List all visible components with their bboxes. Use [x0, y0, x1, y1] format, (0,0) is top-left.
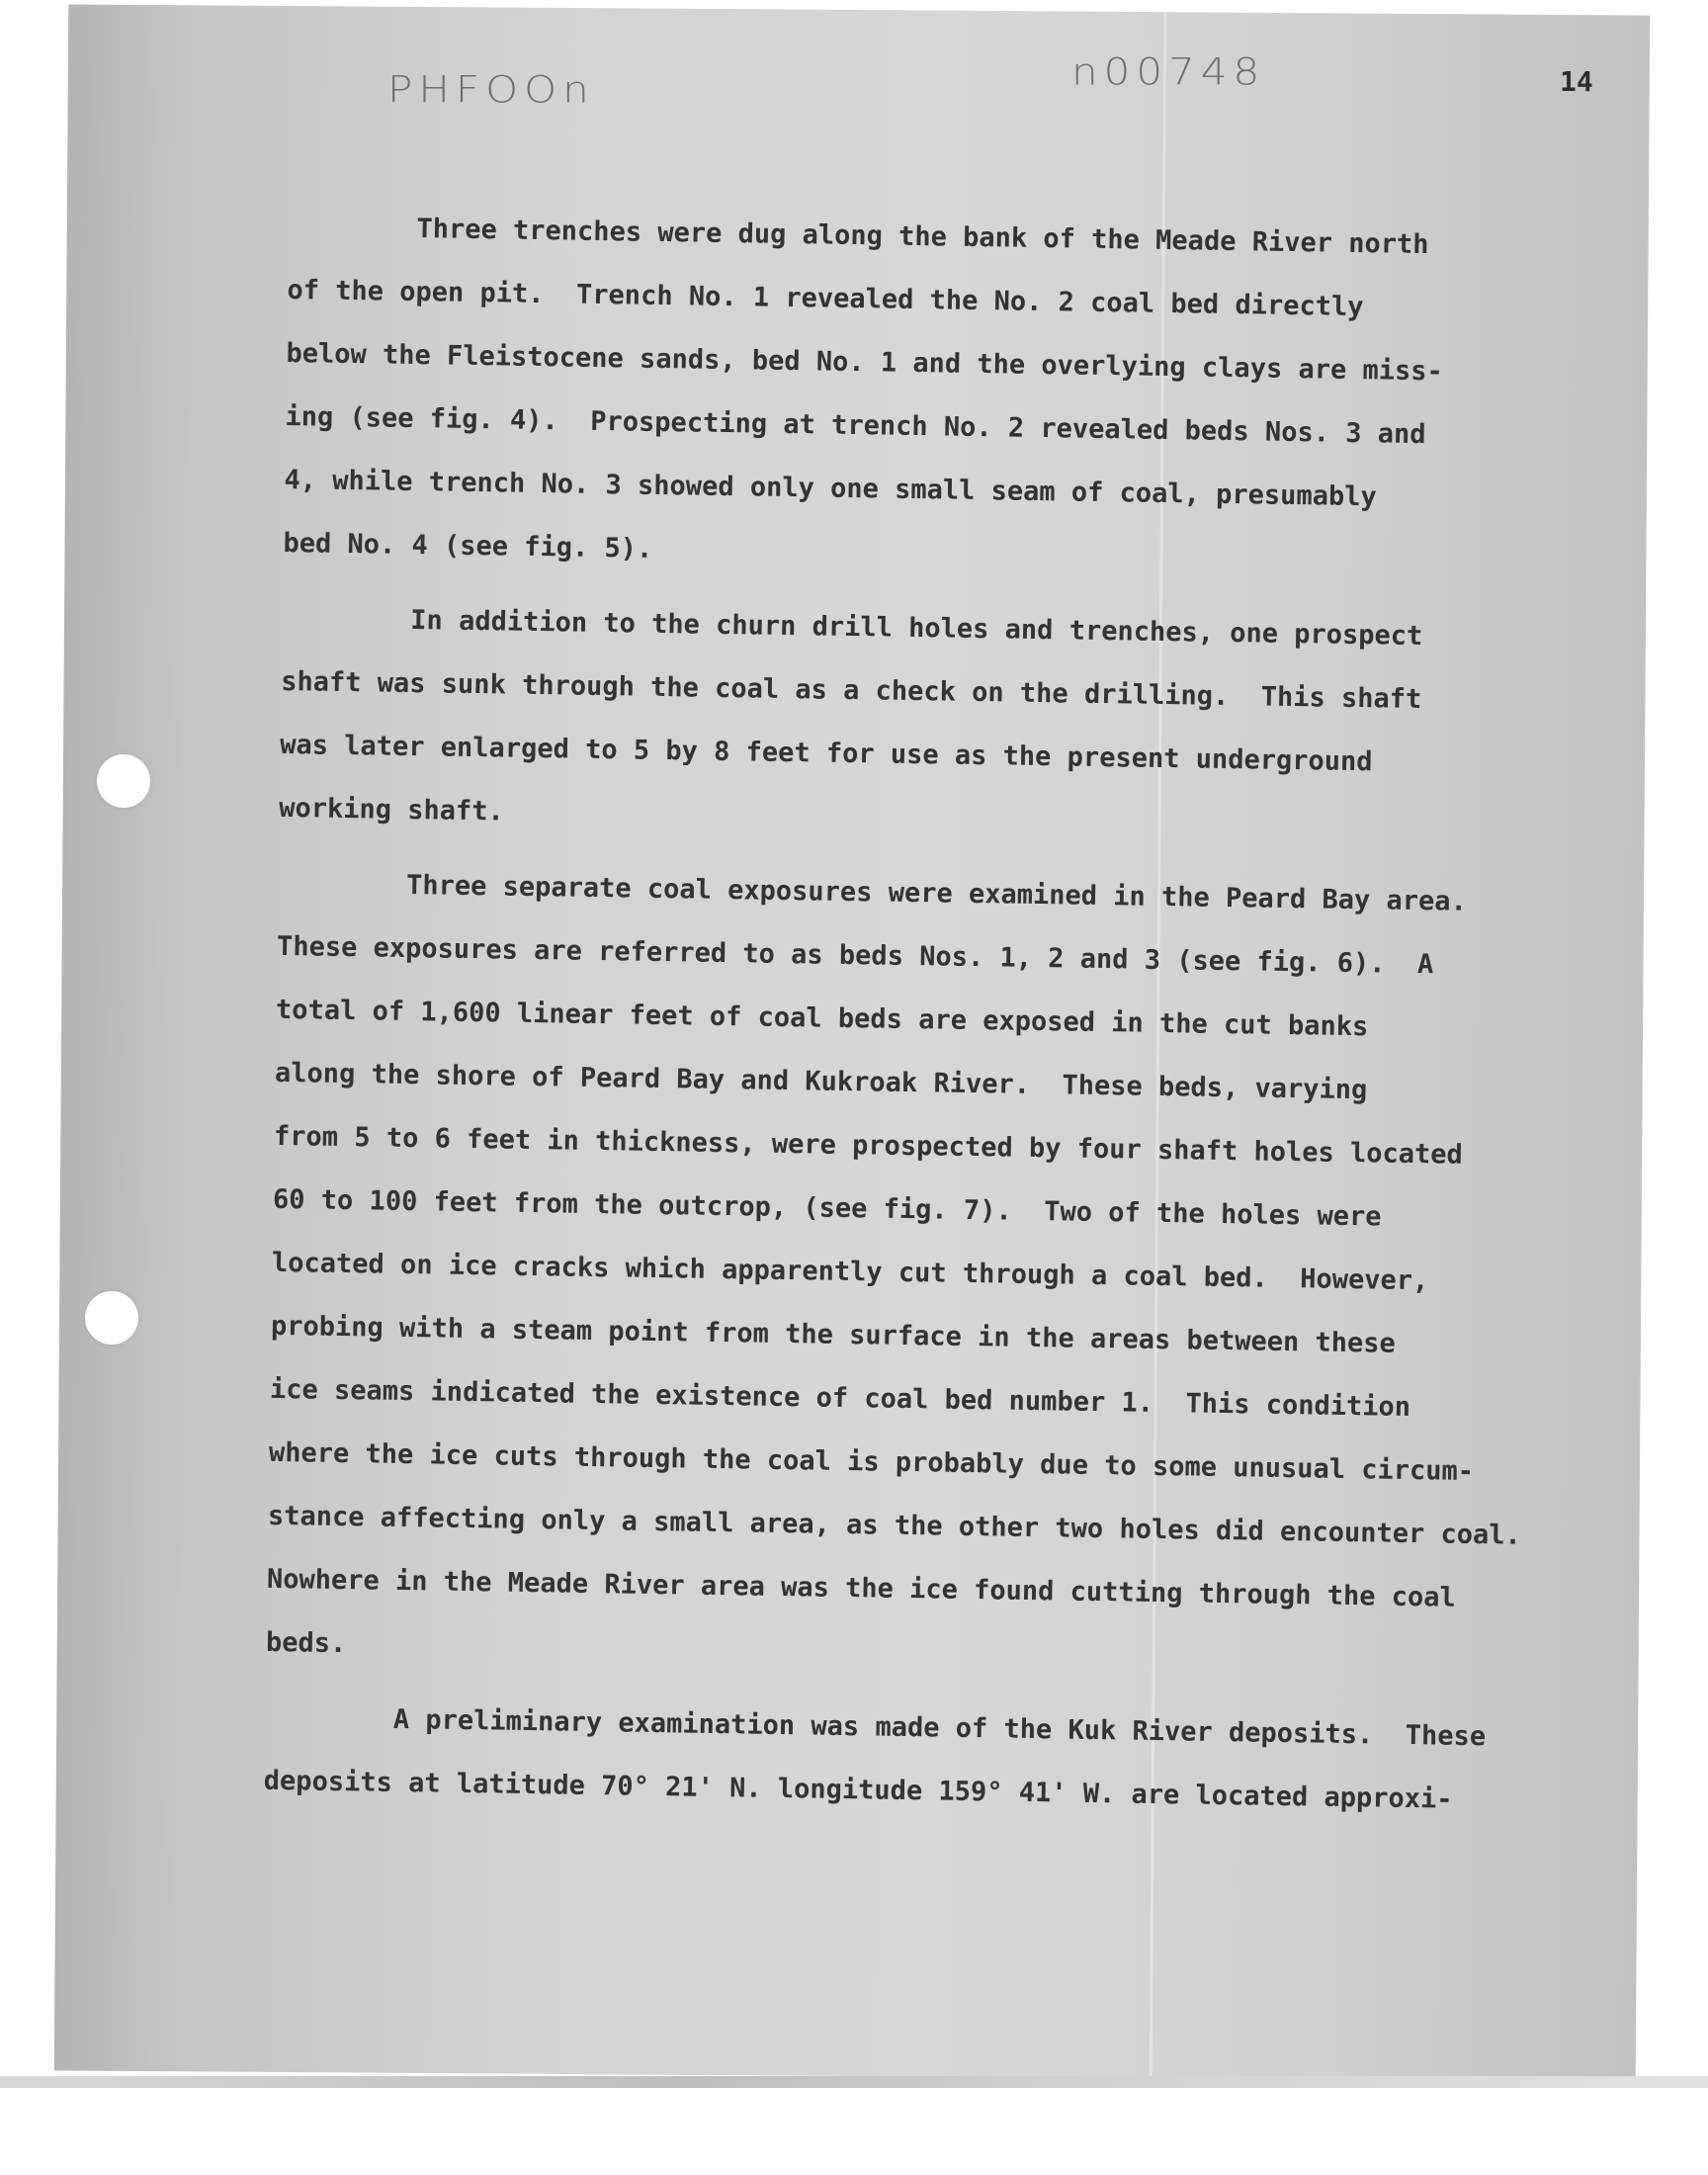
archive-stamp-left: PHFOOn [387, 67, 595, 112]
body-text [263, 196, 1593, 1846]
text-line: where the ice cuts through the coal is probably due to some unusual circum- [268, 1436, 1475, 1487]
text-line: bed No. 4 (see fig. 5). [283, 527, 653, 565]
text-line: A preliminary examination was made of the Kuk River deposits. These [264, 1701, 1487, 1753]
text-line: below the Fleistocene sands, bed No. 1 and the overlying clays are miss- [286, 337, 1443, 388]
text-line: These exposures are referred to as beds Nos. 1, 2 and 3 (see fig. 6). A [276, 930, 1434, 981]
text-line: from 5 to 6 feet in thickness, were prospected by four shaft holes located [273, 1120, 1464, 1171]
page-number: 14 [1560, 65, 1593, 98]
text-line: of the open pit. Trench No. 1 revealed the No. 2 coal bed directly [287, 274, 1364, 323]
paragraph [266, 852, 1583, 1696]
text-line: was later enlarged to 5 by 8 feet for use as the present underground [280, 729, 1373, 778]
archive-stamp-number: n00748 [1071, 49, 1266, 94]
text-line: beds. [265, 1626, 347, 1660]
paragraph [279, 587, 1587, 861]
text-line: ing (see fig. 4). Prospecting at trench No. 2 revealed beds Nos. 3 and [285, 400, 1426, 451]
punch-hole [97, 754, 150, 808]
scanner-edge [0, 2076, 1708, 2088]
paragraph [263, 1687, 1570, 1834]
paragraph [283, 196, 1593, 596]
text-line: deposits at latitude 70° 21' N. longitude 159° 41' W. are located approxi- [263, 1765, 1453, 1815]
text-line: ice seams indicated the existence of coal bed number 1. This condition [269, 1373, 1411, 1423]
punch-hole [85, 1291, 138, 1345]
text-line: stance affecting only a small area, as the other two holes did encounter coal. [267, 1500, 1522, 1551]
text-line: Nowhere in the Meade River area was the ice found cutting through the coal [266, 1563, 1457, 1613]
text-line: Three trenches were dug along the bank of the Meade River north [288, 211, 1429, 261]
text-line: along the shore of Peard Bay and Kukroak River. These beds, varying [274, 1057, 1368, 1106]
text-line: In addition to the churn drill holes and trenches, one prospect [282, 602, 1423, 652]
text-line: located on ice cracks which apparently cut through a coal bed. However, [271, 1247, 1429, 1297]
text-line: total of 1,600 linear feet of coal beds are exposed in the cut banks [275, 994, 1369, 1043]
text-line: working shaft. [279, 792, 505, 827]
text-line: Three separate coal exposures were examined in the Peard Bay area. [277, 867, 1468, 917]
text-line: shaft was sunk through the coal as a check on the drilling. This shaft [281, 665, 1422, 716]
text-line: 60 to 100 feet from the outcrop, (see fig. 7). Two of the holes were [272, 1183, 1382, 1233]
text-line: probing with a steam point from the surface in the areas between these [270, 1310, 1397, 1359]
text-line: 4, while trench No. 3 showed only one small seam of coal, presumably [284, 464, 1377, 513]
